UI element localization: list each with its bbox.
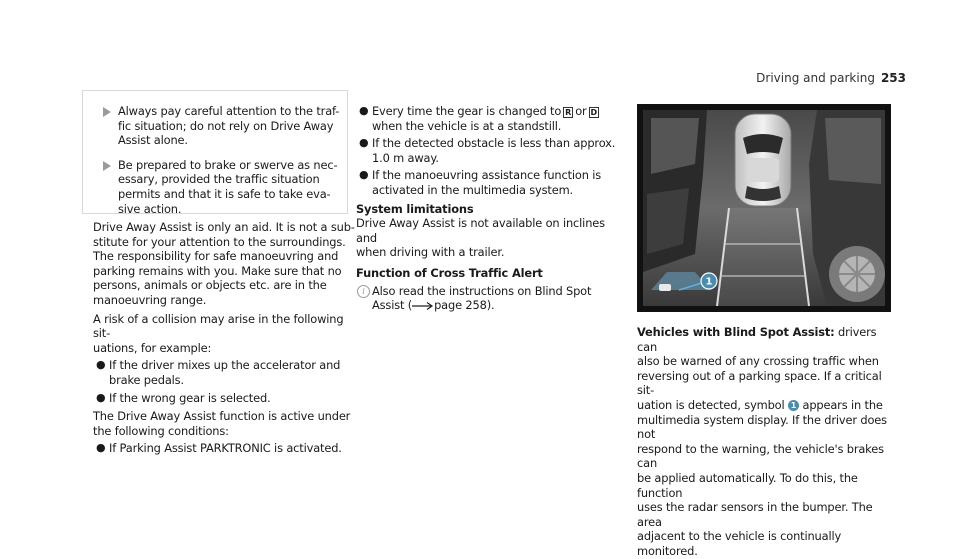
- blind-spot-lead: Vehicles with Blind Spot Assist:: [637, 325, 835, 339]
- list-item: ● Every time the gear is changed to R or D when the vehicle is at a standstill.: [359, 104, 598, 133]
- warning-item: Always pay careful attention to the traf- fic situation; do not rely on Drive Away Assist alone.: [83, 104, 347, 148]
- warning-item: Be prepared to brake or swerve as nec- essary, provided the traffic situation permits and that it is safe to take eva- sive action.: [83, 158, 347, 216]
- callout-number: 1: [705, 276, 713, 288]
- cross-traffic-heading: Function of Cross Traffic Alert: [356, 265, 543, 280]
- info-icon: i: [357, 285, 370, 298]
- caution-triangle-icon: [103, 107, 111, 117]
- bullet-icon: ●: [359, 168, 369, 182]
- bullet-icon: ●: [96, 390, 106, 404]
- list-item: ● If the manoeuvring assistance function is activated in the multimedia system.: [359, 168, 602, 197]
- page-arrow-icon: [412, 301, 434, 311]
- risk-paragraph: A risk of a collision may arise in the following sit- uations, for example:: [93, 311, 344, 355]
- column-2: [356, 104, 624, 313]
- info-note: i Also read the instructions on Blind Spot Assist ( page 258).: [356, 284, 624, 313]
- bullet-icon: ●: [96, 441, 106, 455]
- limitations-paragraph: Drive Away Assist is not available on inclines and when driving with a trailer.: [356, 216, 605, 260]
- column-3: Vehicles with Blind Spot Assist: drivers can also be warned of any crossing traffic when reversing out of a parking space. If a critical sit- uation is detected, symbol 1 appears in the multimedia system display. If the driver does not respond to the warning, the vehicle's brakes can be applied automatically. To do this, the function uses the radar sensors in the bumper. The area adjacent to the vehicle is continually monitored.: [637, 325, 887, 558]
- gear-r-icon: R: [565, 108, 572, 117]
- caution-triangle-icon: [103, 161, 111, 171]
- gear-d-icon: D: [590, 108, 598, 117]
- column-1: [93, 220, 358, 456]
- parking-camera-figure: [637, 104, 891, 312]
- intro-paragraph: Drive Away Assist is only an aid. It is not a sub- stitute for your attention to the surroundings. The responsibility for safe manoeuvring and parking remains with you. Make sure that no persons, animals or objects etc. are in the manoeuvring range.: [93, 220, 355, 307]
- bullet-icon: ●: [359, 136, 369, 150]
- bullet-icon: ●: [359, 104, 369, 117]
- list-item: ● If the wrong gear is selected.: [96, 390, 271, 405]
- callout-symbol-icon: 1: [788, 400, 799, 411]
- camera-view-image: [637, 104, 891, 312]
- section-title: Driving and parking: [756, 71, 875, 85]
- page-header: [756, 71, 906, 85]
- page-number: 253: [880, 71, 906, 85]
- list-item: ● If the driver mixes up the accelerator and brake pedals.: [96, 358, 341, 387]
- bullet-icon: ●: [96, 358, 106, 372]
- active-paragraph: The Drive Away Assist function is active under the following conditions:: [93, 409, 351, 438]
- system-limitations-heading: System limitations: [356, 201, 474, 216]
- page-reference-link[interactable]: page 258: [434, 298, 487, 313]
- list-item: ● If Parking Assist PARKTRONIC is activated.: [96, 441, 342, 456]
- caution-box: [82, 90, 348, 214]
- list-item: ● If the detected obstacle is less than approx. 1.0 m away.: [359, 136, 616, 165]
